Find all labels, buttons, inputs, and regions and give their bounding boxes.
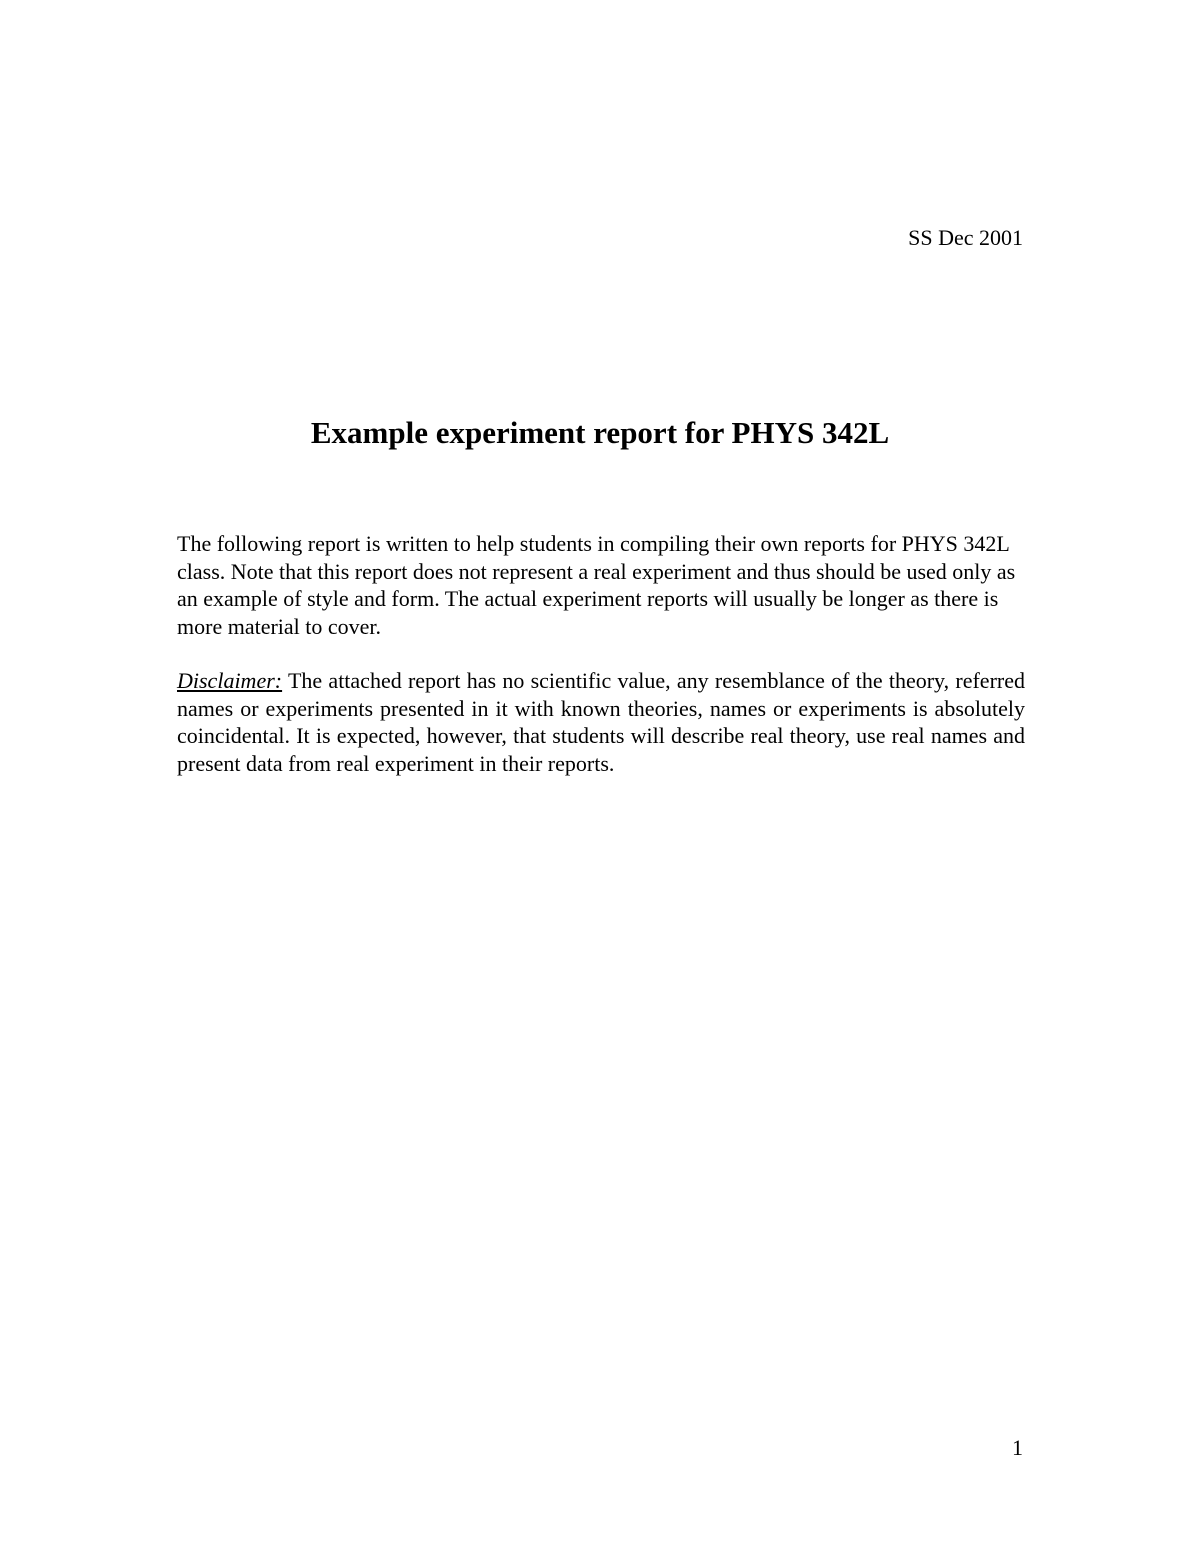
page-number: 1 xyxy=(1012,1435,1023,1460)
header-date: SS Dec 2001 xyxy=(908,225,1023,250)
document-title: Example experiment report for PHYS 342L xyxy=(310,415,890,450)
intro-paragraph: The following report is written to help students in compiling their own reports for PHYS 342L class. Note that this report does not represent a real experiment and thus should be used only as an example of style and form. The actual experiment reports will usually be longer as there is more material to cover. xyxy=(177,531,1016,639)
disclaimer-text: The attached report has no scientific value, any resemblance of the theory, referred names or experiments presented in it with known theories, names or experiments is absolutely coincidental. It is expected, however, that students will describe real theory, use real names and present data from real experiment in their reports. xyxy=(177,668,1025,776)
disclaimer-paragraph xyxy=(177,667,1025,777)
disclaimer-label: Disclaimer: xyxy=(177,668,283,693)
